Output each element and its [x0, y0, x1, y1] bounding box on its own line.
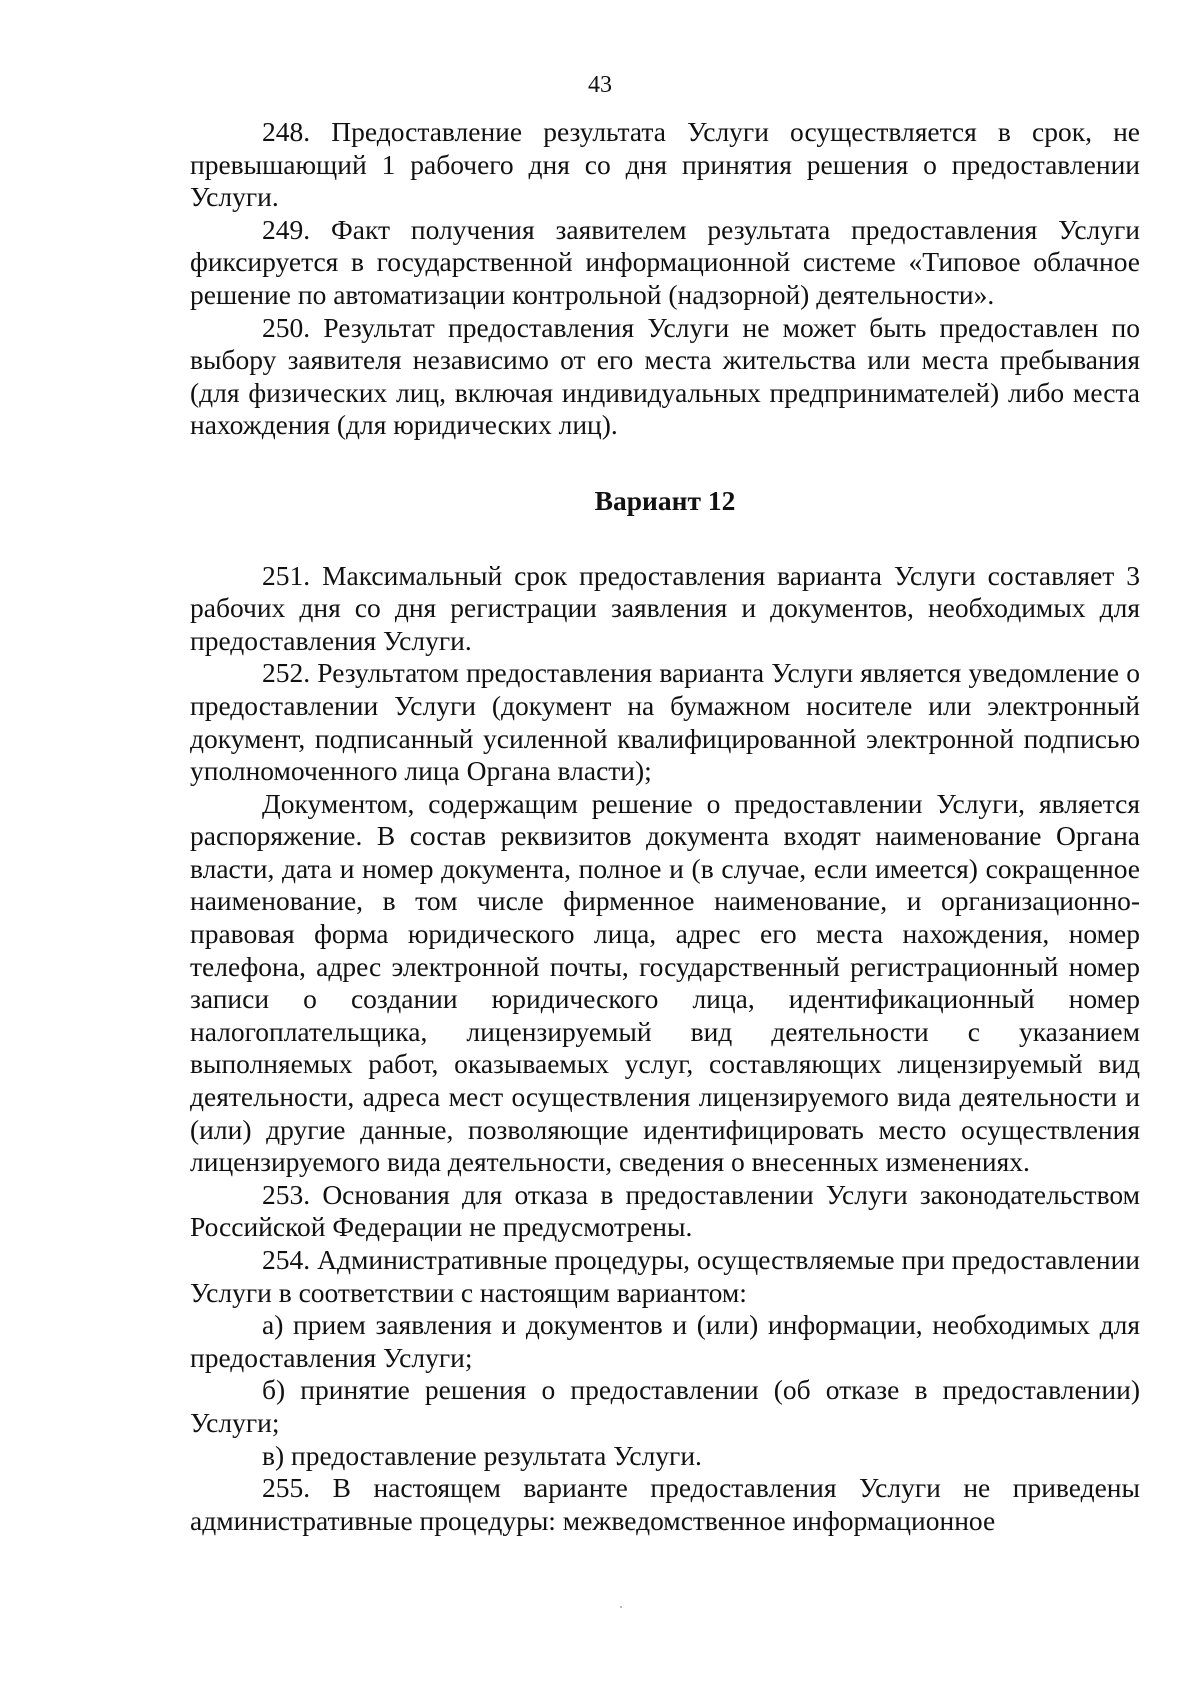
list-item-v: в) предоставление результата Услуги. — [262, 1439, 702, 1471]
scan-speck — [620, 1606, 622, 1608]
list-item-b: б) принятие решения о предоставлении (об отказе в предоставлении) Услуги; — [190, 1374, 1140, 1438]
paragraph-248: 248. Предоставление результата Услуги осуществляется в срок, не превышающий 1 рабочего дня со дня принятия решения о предоставлении Услуги. — [190, 116, 1140, 213]
paragraph-255: 255. В настоящем варианте предоставления Услуги не приведены административные процедуры: межведомственное информационное — [190, 1472, 1140, 1536]
paragraph-253: 253. Основания для отказа в предоставлении Услуги законодательством Российской Федерации не предусмотрены. — [190, 1178, 1140, 1243]
document-body — [190, 116, 1140, 1537]
paragraph-document-requisites: Документом, содержащим решение о предоставлении Услуги, является распоряжение. В состав реквизитов документа входят наименование Органа власти, дата и номер документа, полное и (в случае, если имеется) сокращенное наименование, в том числе фирменное наименование, и организационно-правовая форма юридического лица, адрес его места нахождения, номер телефона, адрес электронной почты, государственный регистрационный номер записи о создании юридического лица, идентификационный номер налогоплательщика, лицензируемый вид деятельности с указанием выполняемых работ, оказываемых услуг, составляющих лицензируемый вид деятельности, адреса мест осуществления лицензируемого вида деятельности и (или) другие данные, позволяющие идентифицировать место осуществления лицензируемого вида деятельности, сведения о внесенных изменениях. — [190, 787, 1140, 1178]
paragraph-249: 249. Факт получения заявителем результата предоставления Услуги фиксируется в государственной информационной системе «Типовое облачное решение по автоматизации контрольной (надзорной) деятельности». — [190, 213, 1140, 310]
paragraph-252: 252. Результатом предоставления варианта Услуги является уведомление о предоставлении Услуги (документ на бумажном носителе или электронный документ, подписанный усиленной квалифицированной электронной подписью уполномоченного лица Органа власти); — [190, 657, 1140, 787]
section-heading: Вариант 12 — [594, 484, 736, 516]
list-item-a: а) прием заявления и документов и (или) информации, необходимых для предоставления Услуги; — [190, 1309, 1140, 1373]
page-number: 43 — [588, 72, 612, 98]
paragraph-250: 250. Результат предоставления Услуги не может быть предоставлен по выбору заявителя независимо от его места жительства или места пребывания (для физических лиц, включая индивидуальных предпринимателей) либо места нахождения (для юридических лиц). — [190, 311, 1140, 441]
paragraph-254: 254. Административные процедуры, осуществляемые при предоставлении Услуги в соответствии с настоящим вариантом: — [190, 1244, 1140, 1308]
paragraph-251: 251. Максимальный срок предоставления варианта Услуги составляет 3 рабочих дня со дня регистрации заявления и документов, необходимых для предоставления Услуги. — [190, 559, 1140, 656]
